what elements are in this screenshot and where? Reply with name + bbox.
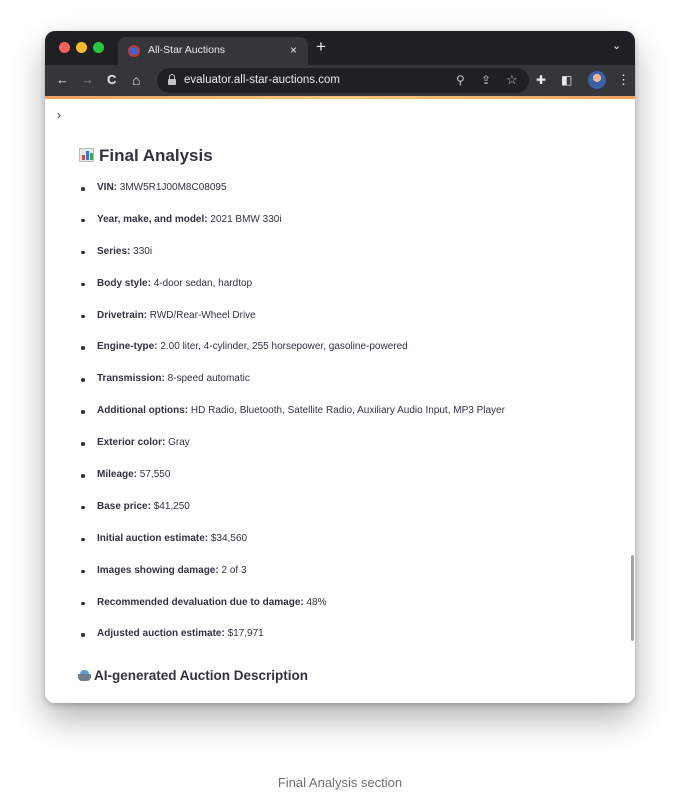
item-label: Recommended devaluation due to damage: — [97, 596, 304, 608]
profile-avatar[interactable] — [588, 71, 606, 89]
item-label: Transmission: — [97, 373, 165, 385]
item-value: Gray — [168, 437, 190, 449]
page-scrollbar[interactable] — [631, 555, 634, 641]
ai-description-heading — [78, 668, 308, 683]
home-button[interactable]: ⌂ — [132, 72, 141, 88]
sidebar-expand-chevron-icon[interactable]: › — [57, 108, 61, 122]
item-value: 4-door sedan, hardtop — [153, 277, 253, 289]
item-value: 8-speed automatic — [167, 373, 250, 385]
item-value: HD Radio, Bluetooth, Satellite Radio, Auxiliary Audio Input, MP3 Player — [190, 405, 505, 417]
url-text[interactable]: evaluator.all-star-auctions.com — [184, 74, 340, 86]
ai-description-heading-text: AI-generated Auction Description — [94, 668, 309, 683]
item-label: VIN: — [97, 182, 117, 193]
address-bar[interactable] — [157, 68, 529, 93]
lock-icon — [168, 74, 176, 85]
close-window-button[interactable] — [59, 42, 70, 53]
maximize-window-button[interactable] — [93, 42, 104, 53]
item-value: 57,550 — [139, 469, 171, 481]
back-button[interactable]: ← — [56, 72, 69, 87]
minimize-window-button[interactable] — [76, 42, 87, 53]
item-label: Drivetrain: — [97, 309, 148, 321]
forward-button[interactable]: → — [81, 72, 94, 87]
item-value: 48% — [306, 596, 327, 608]
item-label: Images showing damage: — [97, 564, 219, 576]
item-value: 330i — [133, 245, 153, 257]
item-value: RWD/Rear-Wheel Drive — [149, 309, 256, 321]
item-label: Initial auction estimate: — [97, 532, 209, 544]
item-label: Base price: — [97, 500, 151, 512]
item-value: 3MW5R1J00M8C08095 — [119, 182, 227, 193]
item-label: Series: — [97, 245, 131, 257]
item-label: Mileage: — [97, 469, 138, 481]
zoom-icon[interactable]: ⚲ — [456, 73, 465, 87]
new-tab-button[interactable]: + — [316, 37, 326, 56]
bar-chart-icon — [79, 148, 94, 162]
item-label: Exterior color: — [97, 437, 166, 449]
share-icon[interactable]: ⇪ — [481, 73, 492, 87]
tab-title: All-Star Auctions — [148, 44, 226, 56]
pot-of-food-icon — [78, 670, 91, 681]
bookmark-star-icon[interactable]: ☆ — [506, 72, 518, 87]
tab-strip — [45, 31, 635, 65]
item-value: 2021 BMW 330i — [210, 213, 282, 225]
tab-search-chevron-icon[interactable]: ⌄ — [612, 40, 622, 52]
reload-button[interactable]: C — [107, 72, 117, 87]
browser-toolbar — [45, 65, 635, 96]
item-label: Adjusted auction estimate: — [97, 628, 225, 640]
item-value: 2 of 3 — [221, 564, 247, 576]
figure-caption: Final Analysis section — [277, 775, 403, 790]
site-favicon-icon — [128, 45, 140, 57]
final-analysis-heading — [79, 146, 213, 166]
item-value: 2.00 liter, 4-cylinder, 255 horsepower, gasoline-powered — [160, 341, 408, 353]
final-analysis-heading-text: Final Analysis — [99, 146, 213, 165]
item-label: Body style: — [97, 277, 151, 289]
active-tab[interactable] — [118, 37, 308, 65]
page-content — [45, 99, 635, 703]
item-value: $17,971 — [227, 628, 264, 640]
item-label: Engine-type: — [97, 341, 158, 353]
item-label: Additional options: — [97, 405, 189, 417]
item-value: $34,560 — [210, 532, 248, 544]
tab-close-icon[interactable]: × — [290, 43, 298, 57]
item-label: Year, make, and model: — [97, 213, 208, 225]
extensions-puzzle-icon[interactable]: ✚ — [536, 73, 547, 87]
browser-menu-icon[interactable]: ⋮ — [617, 72, 630, 87]
browser-window — [45, 31, 635, 703]
item-value: $41,250 — [153, 500, 190, 512]
side-panel-icon[interactable]: ◧ — [561, 73, 573, 87]
